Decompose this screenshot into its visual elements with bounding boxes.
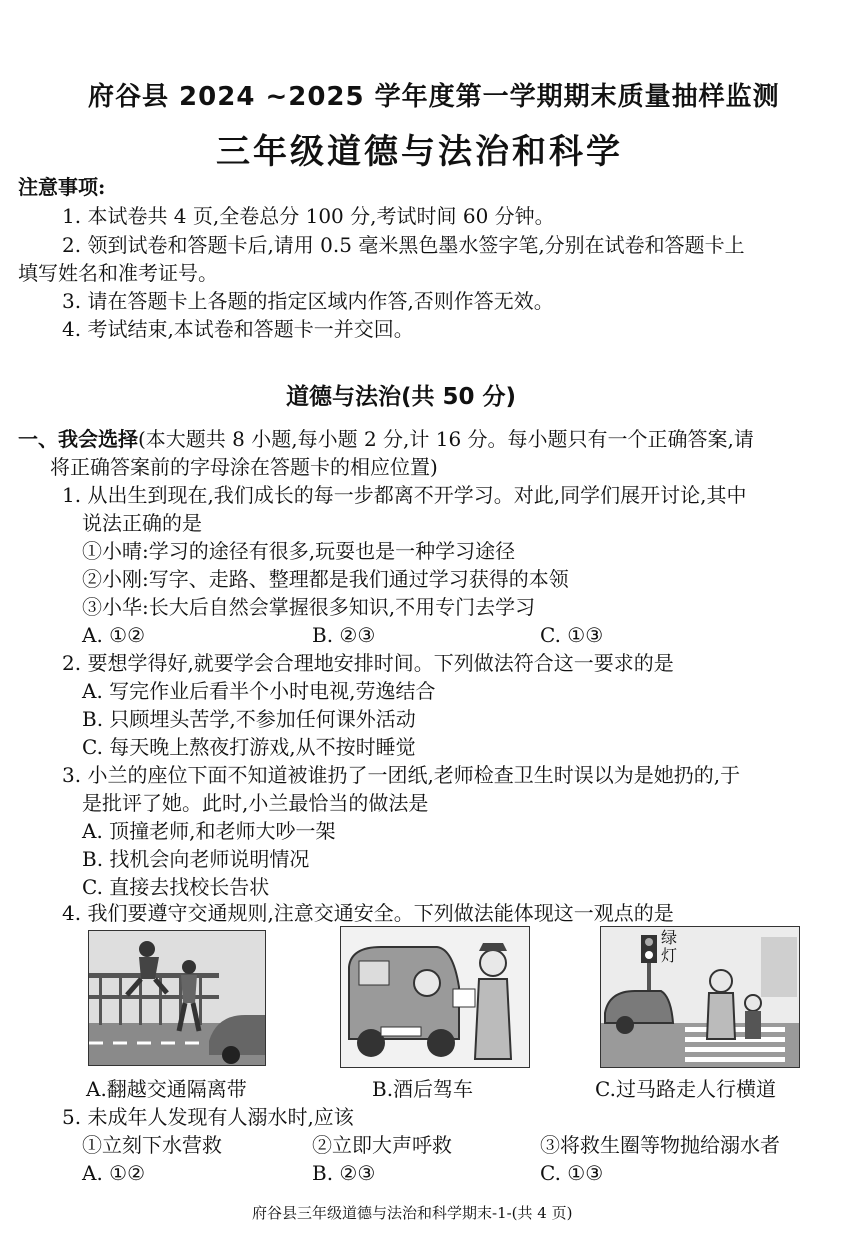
note-2a: 2. 领到试卷和答题卡后,请用 0.5 毫米黑色墨水签字笔,分别在试卷和答题卡上 xyxy=(62,233,745,257)
q1-stem-a: 1. 从出生到现在,我们成长的每一步都离不开学习。对此,同学们展开讨论,其中 xyxy=(62,483,747,507)
q3-option-b: B. 找机会向老师说明情况 xyxy=(82,847,310,871)
q1-statement-3: ③小华:长大后自然会掌握很多知识,不用专门去学习 xyxy=(82,595,536,619)
q4-stem: 4. 我们要遵守交通规则,注意交通安全。下列做法能体现这一观点的是 xyxy=(62,901,674,925)
section-title: 道德与法治(共 50 分) xyxy=(286,384,517,410)
q3-stem-a: 3. 小兰的座位下面不知道被谁扔了一团纸,老师检查卫生时误以为是她扔的,于 xyxy=(62,763,741,787)
note-2b: 填写姓名和准考证号。 xyxy=(18,261,218,285)
q1-option-a: A. ①② xyxy=(82,623,146,647)
q3-option-a: A. 顶撞老师,和老师大吵一架 xyxy=(82,819,336,843)
q5-statement-1: ①立刻下水营救 xyxy=(82,1133,222,1157)
exam-subject-title: 三年级道德与法治和科学 xyxy=(216,132,623,172)
q2-option-b: B. 只顾埋头苦学,不参加任何课外活动 xyxy=(82,707,416,731)
q2-option-a: A. 写完作业后看半个小时电视,劳逸结合 xyxy=(82,679,436,703)
part1-instructions xyxy=(18,425,754,453)
part1-instr-b: 将正确答案前的字母涂在答题卡的相应位置) xyxy=(50,455,438,479)
q2-option-c: C. 每天晚上熬夜打游戏,从不按时睡觉 xyxy=(82,735,416,759)
part1-heading: 一、我会选择 xyxy=(18,427,138,451)
exam-header-line1: 府谷县 2024 ~2025 学年度第一学期期末质量抽样监测 xyxy=(88,82,780,112)
part1-instr-a: (本大题共 8 小题,每小题 2 分,计 16 分。每小题只有一个正确答案,请 xyxy=(138,427,754,451)
q1-statement-2: ②小刚:写字、走路、整理都是我们通过学习获得的本领 xyxy=(82,567,569,591)
q5-statement-3: ③将救生圈等物抛给溺水者 xyxy=(540,1133,780,1157)
q4-option-a: A.翻越交通隔离带 xyxy=(86,1077,247,1101)
q4-option-b: B.酒后驾车 xyxy=(372,1077,474,1101)
note-3: 3. 请在答题卡上各题的指定区域内作答,否则作答无效。 xyxy=(62,289,554,313)
q3-option-c: C. 直接去找校长告状 xyxy=(82,875,270,899)
q3-stem-b: 是批评了她。此时,小兰最恰当的做法是 xyxy=(82,791,429,815)
q4-image-b xyxy=(340,926,530,1068)
q4-image-a xyxy=(88,930,266,1066)
q5-option-b: B. ②③ xyxy=(312,1161,376,1185)
q1-option-c: C. ①③ xyxy=(540,623,604,647)
q5-statement-2: ②立即大声呼救 xyxy=(312,1133,452,1157)
q5-stem: 5. 未成年人发现有人溺水时,应该 xyxy=(62,1105,354,1129)
q2-stem: 2. 要想学得好,就要学会合理地安排时间。下列做法符合这一要求的是 xyxy=(62,651,674,675)
note-1: 1. 本试卷共 4 页,全卷总分 100 分,考试时间 60 分钟。 xyxy=(62,204,555,228)
notes-title: 注意事项: xyxy=(18,175,106,199)
page-footer: 府谷县三年级道德与法治和科学期末-1-(共 4 页) xyxy=(252,1204,573,1222)
q5-option-a: A. ①② xyxy=(82,1161,146,1185)
traffic-light-sign: 绿灯 xyxy=(661,928,678,965)
q1-statement-1: ①小晴:学习的途径有很多,玩耍也是一种学习途径 xyxy=(82,539,516,563)
q4-image-c xyxy=(600,926,800,1068)
q1-stem-b: 说法正确的是 xyxy=(82,511,202,535)
q5-option-c: C. ①③ xyxy=(540,1161,604,1185)
q1-option-b: B. ②③ xyxy=(312,623,376,647)
note-4: 4. 考试结束,本试卷和答题卡一并交回。 xyxy=(62,317,414,341)
q4-option-c: C.过马路走人行横道 xyxy=(595,1077,776,1101)
